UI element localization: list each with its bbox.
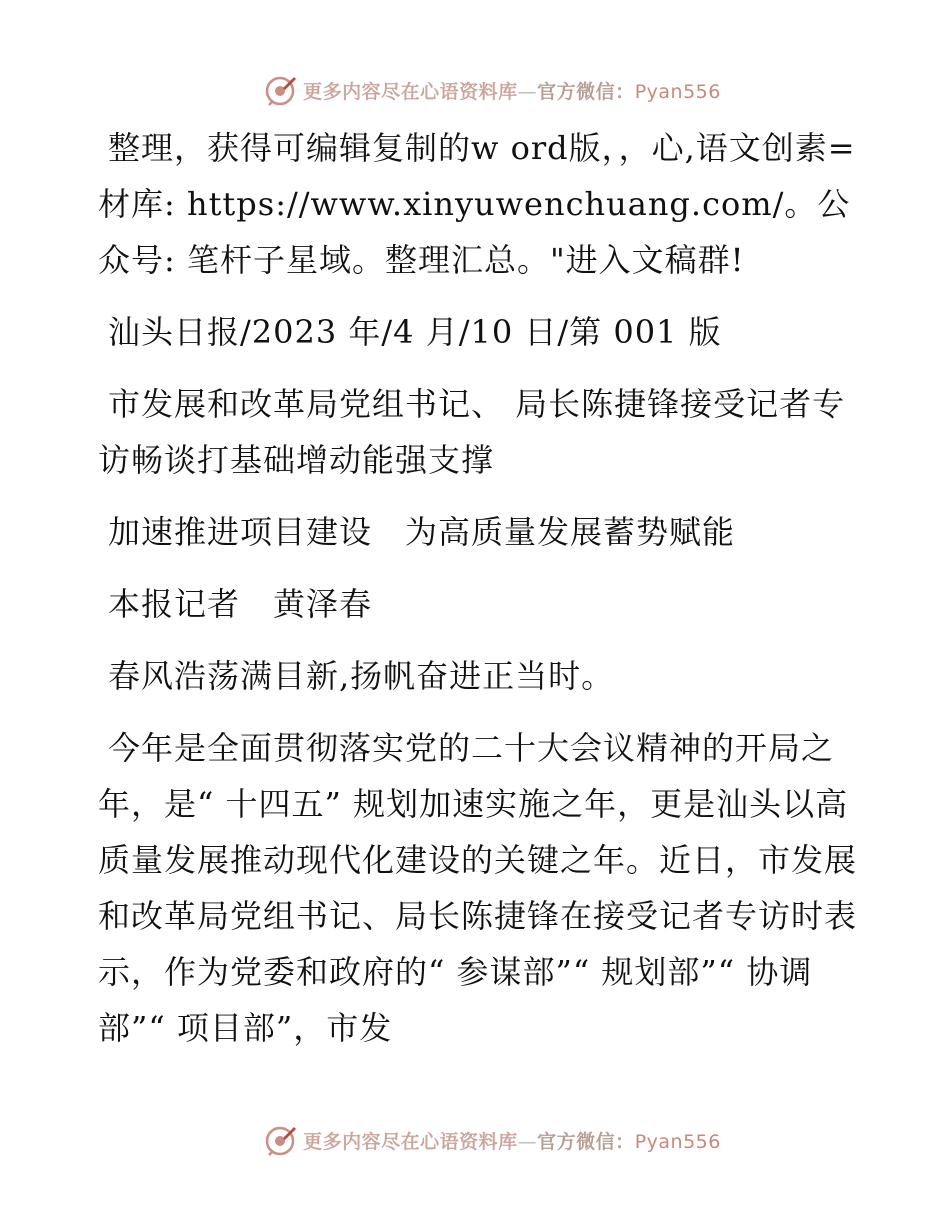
footer-watermark: [0, 1120, 950, 1160]
byline: 本报记者 黄泽春: [108, 585, 373, 623]
intro-paragraph: 整理，获得可编辑复制的w ord版，，心,语文创素=材库: https://www.xinyuwenchuang.com/。公众号: 笔杆子星域。整理汇总。"进入文稿群!: [98, 129, 856, 279]
library-logo-icon: [265, 1124, 297, 1156]
article-title: 加速推进项目建设 为高质量发展蓄势赋能: [108, 513, 736, 551]
lead-paragraph: 春风浩荡满目新,扬帆奋进正当时。: [108, 657, 615, 695]
header-watermark-text: 更多内容尽在心语资料库—官方微信：Pyan556: [303, 80, 721, 103]
article-subtitle: 市发展和改革局党组书记、 局长陈捷锋接受记者专访畅谈打基础增动能强支撑: [98, 385, 846, 479]
body-paragraph: 今年是全面贯彻落实党的二十大会议精神的开局之年，是“ 十四五” 规划加速实施之年，更是汕头以高质量发展推动现代化建设的关键之年。近日，市发展和改革局党组书记、局长陈捷锋在接受记者专访时表示，作为党委和政府的“ 参谋部”“ 规划部”“ 协调部”“ 项目部”，市发: [98, 729, 858, 1047]
library-logo-icon: [265, 74, 297, 106]
header-watermark: [0, 70, 950, 110]
footer-watermark-text: 更多内容尽在心语资料库—官方微信：Pyan556: [303, 1130, 721, 1153]
source-line: 汕头日报/2023 年/4 月/10 日/第 001 版: [108, 313, 722, 351]
footer-watermark-inner: [265, 1124, 721, 1156]
document-body: [98, 120, 858, 1072]
header-watermark-inner: [265, 74, 721, 106]
